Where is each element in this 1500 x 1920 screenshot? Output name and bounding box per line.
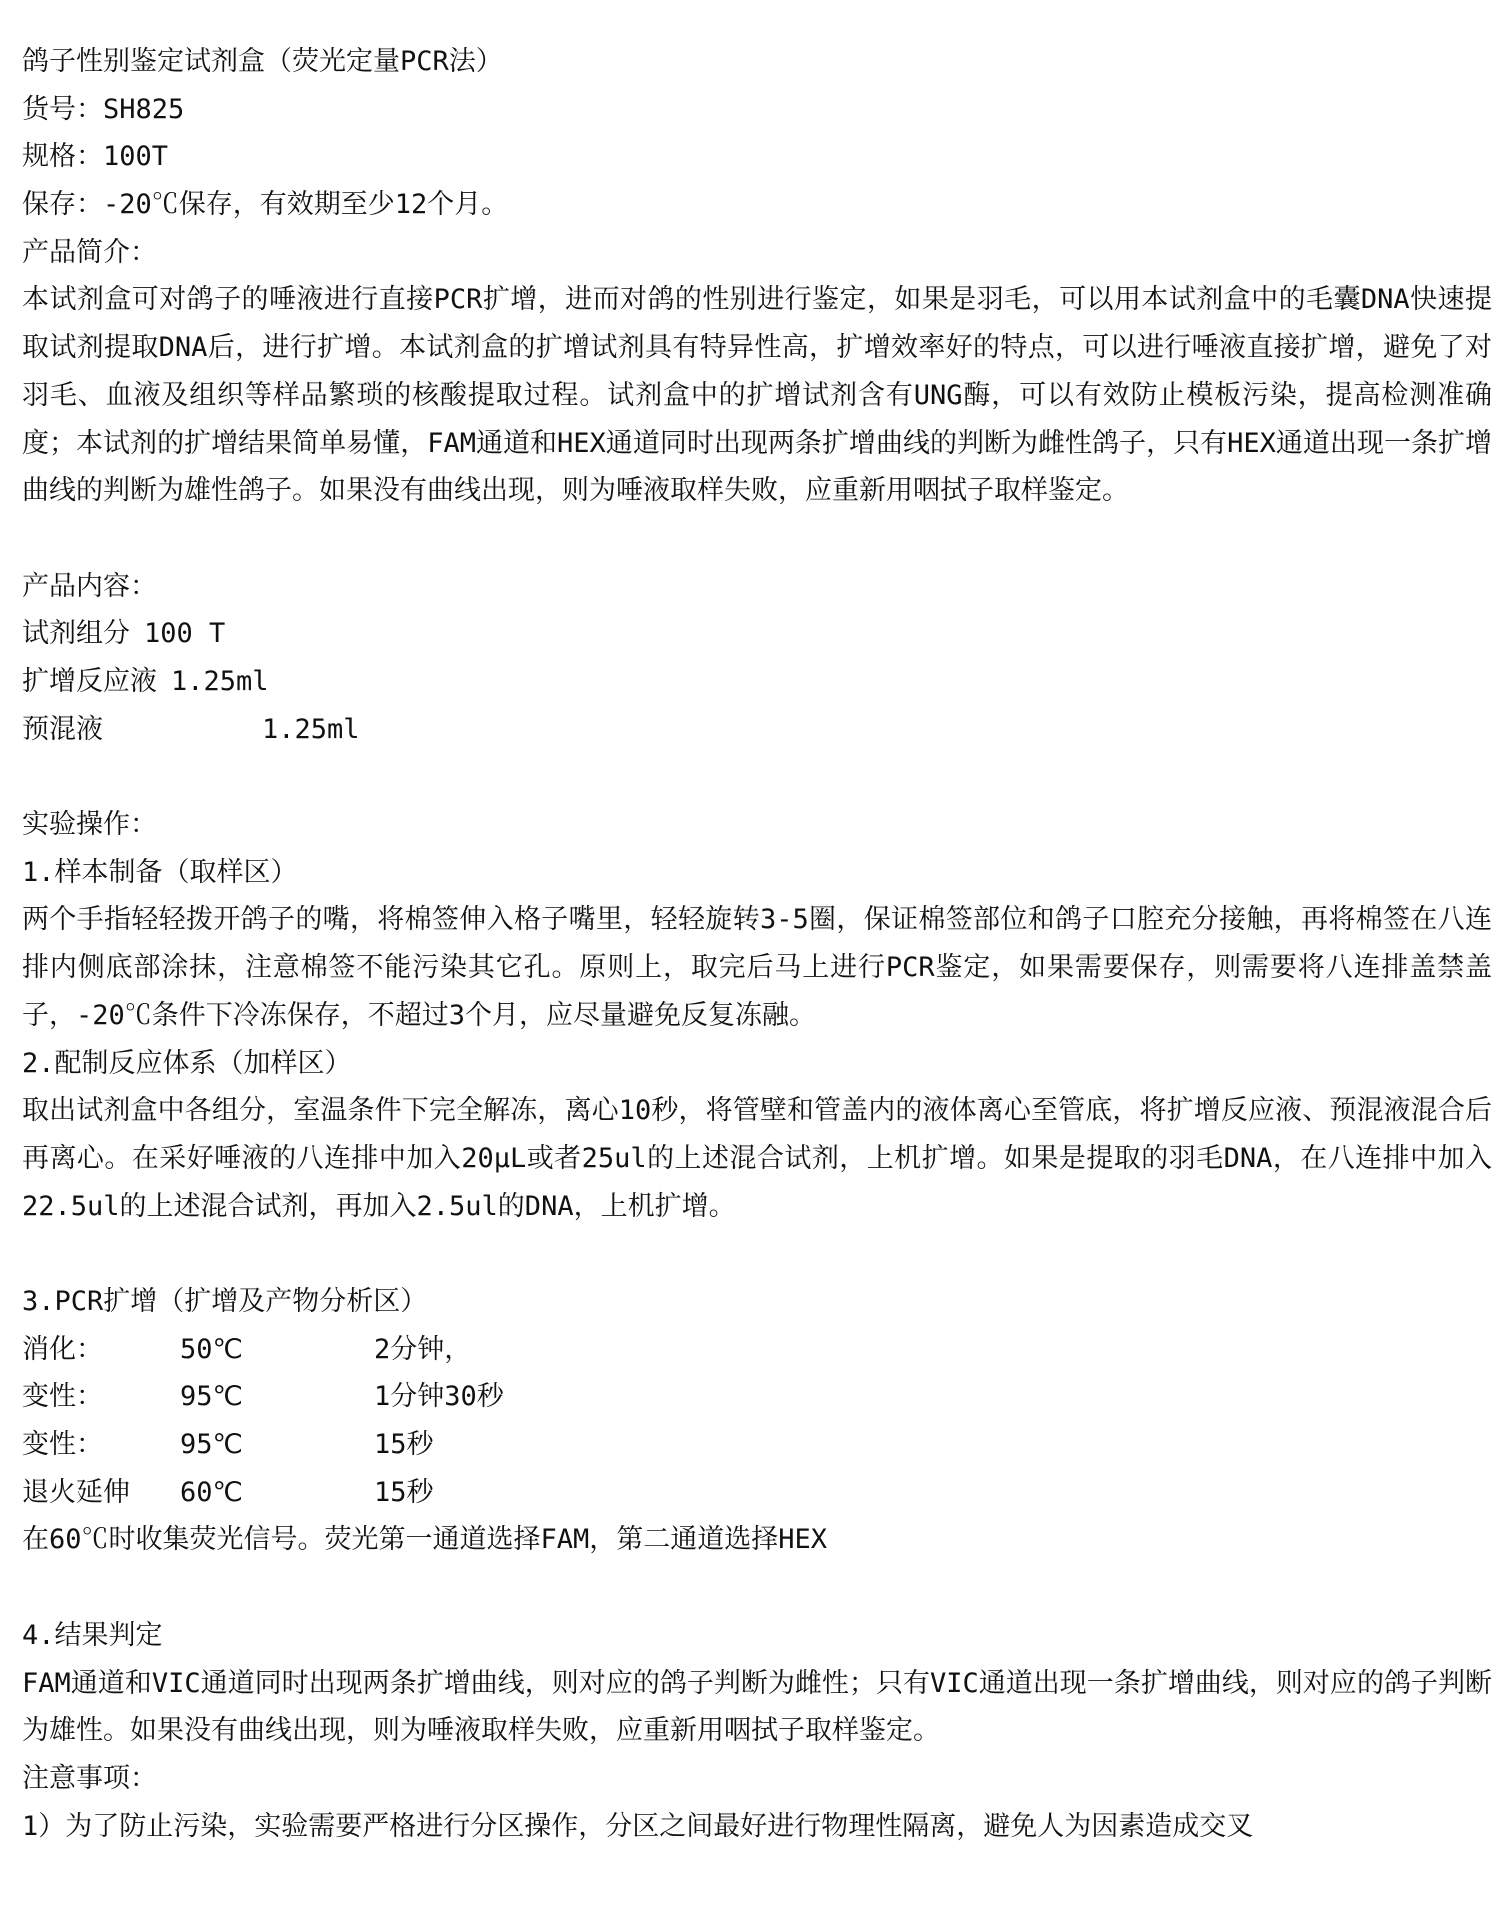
- step2-paragraph: 取出试剂盒中各组分，室温条件下完全解冻，离心10秒，将管壁和管盖内的液体离心至管底，将扩增反应液、预混液混合后再离心。在采好唾液的八连排中加入20μL或者25ul的上述混合试剂，上机扩增。如果是提取的羽毛DNA，在八连排中加入22.5ul的上述混合试剂，再加入2.5ul的DNA，上机扩增。: [22, 1095, 1492, 1222]
- notes-item: 1）为了防止污染，实验需要严格进行分区操作，分区之间最好进行物理性隔离，避免人为因素造成交叉: [22, 1810, 1254, 1842]
- specification: 规格：100T: [22, 141, 169, 173]
- pcr-step-temp: 50℃: [180, 1333, 243, 1365]
- step4-paragraph: FAM通道和VIC通道同时出现两条扩增曲线，则对应的鸽子判断为雌性；只有VIC通道出现一条扩增曲线，则对应的鸽子判断为雄性。如果没有曲线出现，则为唾液取样失败，应重新用咽拭子取样鉴定。: [22, 1667, 1492, 1747]
- pcr-step-name: 变性：: [22, 1429, 103, 1461]
- contents-item-name: 扩增反应液: [22, 666, 157, 698]
- pcr-program-row: [22, 1421, 1492, 1469]
- storage-info: 保存：-20℃保存，有效期至少12个月。: [22, 189, 509, 221]
- contents-item: [22, 706, 1492, 754]
- pcr-program-row: [22, 1326, 1492, 1374]
- pcr-program-row: [22, 1469, 1492, 1517]
- contents-item-name: 试剂组分: [22, 618, 130, 650]
- pcr-step-temp: 60℃: [180, 1476, 243, 1508]
- product-title: 鸽子性别鉴定试剂盒（荧光定量PCR法）: [22, 46, 503, 77]
- pcr-program-row: [22, 1373, 1492, 1421]
- contents-heading: 产品内容：: [22, 570, 157, 602]
- intro-paragraph: 本试剂盒可对鸽子的唾液进行直接PCR扩增，进而对鸽的性别进行鉴定，如果是羽毛，可以用本试剂盒中的毛囊DNA快速提取试剂提取DNA后，进行扩增。本试剂盒的扩增试剂具有特异性高，扩增效率好的特点，可以进行唾液直接扩增，避免了对羽毛、血液及组织等样品繁琐的核酸提取过程。试剂盒中的扩增试剂含有UNG酶，可以有效防止模板污染，提高检测准确度；本试剂的扩增结果简单易懂，FAM通道和HEX通道同时出现两条扩增曲线的判断为雌性鸽子，只有HEX通道出现一条扩增曲线的判断为雄性鸽子。如果没有曲线出现，则为唾液取样失败，应重新用咽拭子取样鉴定。: [22, 284, 1492, 507]
- step1-paragraph: 两个手指轻轻拨开鸽子的嘴，将棉签伸入格子嘴里，轻轻旋转3-5圈，保证棉签部位和鸽子口腔充分接触，再将棉签在八连排内侧底部涂抹，注意棉签不能污染其它孔。原则上，取完后马上进行PCR鉴定，如果需要保存，则需要将八连排盖禁盖子，-20℃条件下冷冻保存，不超过3个月，应尽量避免反复冻融。: [22, 904, 1492, 1031]
- step2-title: 2.配制反应体系（加样区）: [22, 1047, 352, 1079]
- step3-title: 3.PCR扩增（扩增及产物分析区）: [22, 1286, 428, 1318]
- pcr-step-temp: 95℃: [180, 1429, 243, 1461]
- pcr-step-time: 1分钟30秒: [374, 1381, 504, 1413]
- pcr-step-name: 退火延伸: [22, 1476, 130, 1508]
- operation-heading: 实验操作：: [22, 809, 157, 841]
- item-number: 货号：SH825: [22, 93, 185, 125]
- contents-item-name: 预混液: [22, 713, 103, 745]
- contents-item-value: 1.25ml: [262, 713, 360, 745]
- pcr-step-time: 15秒: [374, 1476, 434, 1508]
- contents-item: [22, 658, 1492, 706]
- step1-title: 1.样本制备（取样区）: [22, 856, 298, 888]
- pcr-step-name: 消化：: [22, 1333, 103, 1365]
- contents-item: [22, 610, 1492, 658]
- pcr-step-name: 变性：: [22, 1381, 103, 1413]
- document-body: [22, 38, 1492, 1850]
- intro-heading: 产品简介：: [22, 236, 157, 268]
- pcr-step-time: 2分钟，: [374, 1333, 472, 1365]
- pcr-step-time: 15秒: [374, 1429, 434, 1461]
- step3-note: 在60℃时收集荧光信号。荧光第一通道选择FAM，第二通道选择HEX: [22, 1524, 828, 1556]
- contents-item-value: 100 T: [144, 618, 226, 650]
- step4-title: 4.结果判定: [22, 1619, 163, 1651]
- contents-item-value: 1.25ml: [171, 666, 269, 698]
- notes-heading: 注意事项：: [22, 1762, 157, 1794]
- pcr-step-temp: 95℃: [180, 1381, 243, 1413]
